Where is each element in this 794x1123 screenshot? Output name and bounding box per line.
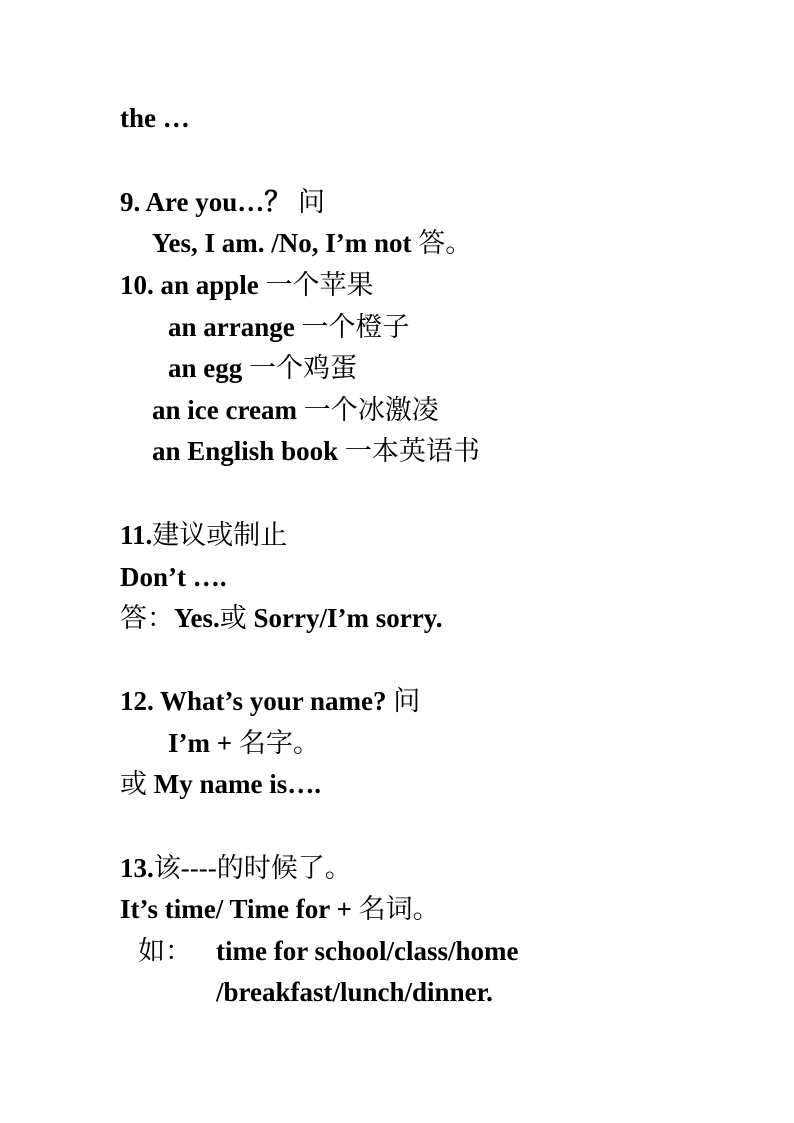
- line-chinese: 一个冰激凌: [303, 395, 439, 425]
- line-item12-my-name: [120, 767, 321, 801]
- line-chinese: 名词。: [358, 894, 440, 924]
- line-chinese: 答。: [418, 228, 473, 258]
- line-item11-heading: [120, 518, 287, 552]
- line-text: an arrange: [168, 312, 302, 342]
- line-item13-heading: [120, 851, 352, 885]
- line-text: Yes.: [174, 603, 220, 633]
- line-text: I’m +: [168, 728, 239, 758]
- line-text: 13.: [120, 853, 154, 883]
- line-chinese: 一个橙子: [301, 312, 410, 342]
- line-text: Don’t ….: [120, 562, 227, 592]
- line-text: 10. an apple: [120, 270, 266, 300]
- line-text: an egg: [168, 353, 249, 383]
- line-text: an English book: [152, 436, 345, 466]
- line-chinese: 或: [120, 769, 147, 799]
- line-chinese: 一个鸡蛋: [249, 353, 357, 383]
- line-chinese: 一个苹果: [265, 270, 374, 300]
- line-item13-its-time: [120, 892, 440, 926]
- line-text: Sorry/I’m sorry.: [246, 603, 443, 633]
- line-item9-question: [120, 185, 325, 219]
- line-item11-dont: [120, 560, 227, 594]
- line-chinese: 一本英语书: [344, 436, 480, 466]
- line-chinese: 或: [219, 603, 247, 633]
- line-text: 9. Are you…？: [120, 187, 292, 217]
- line-item13-example: [138, 934, 518, 968]
- line-chinese: 该----的时候了。: [153, 853, 352, 883]
- line-text: 11.: [120, 520, 153, 550]
- line-item13-meals: [216, 975, 493, 1009]
- line-item10-apple: [120, 268, 374, 302]
- line-text: Yes, I am. /No, I’m not: [152, 228, 419, 258]
- line-chinese: 问: [291, 187, 326, 217]
- line-item10-orange: [168, 310, 409, 344]
- line-text: 12. What’s your name?: [120, 686, 394, 716]
- line-text: /breakfast/lunch/dinner.: [216, 977, 493, 1007]
- line-the: [120, 101, 190, 135]
- line-item10-english-book: [152, 434, 480, 468]
- line-text: the …: [120, 103, 190, 133]
- line-item9-answer: [152, 226, 472, 260]
- line-item10-egg: [168, 351, 357, 385]
- line-chinese: 答：: [120, 603, 174, 633]
- line-item12-im: [168, 726, 320, 760]
- line-item11-answer: [120, 601, 442, 635]
- line-text: My name is….: [147, 769, 321, 799]
- line-text: It’s time/ Time for +: [120, 894, 359, 924]
- line-item12-question: [120, 684, 420, 718]
- line-chinese: 建议或制止: [152, 520, 288, 550]
- line-text: time for school/class/home: [216, 936, 519, 966]
- line-item10-ice-cream: [152, 393, 439, 427]
- line-chinese: 名字。: [238, 728, 320, 758]
- line-chinese: 如：: [138, 936, 192, 966]
- line-chinese: 问: [393, 686, 421, 716]
- line-text: an ice cream: [152, 395, 304, 425]
